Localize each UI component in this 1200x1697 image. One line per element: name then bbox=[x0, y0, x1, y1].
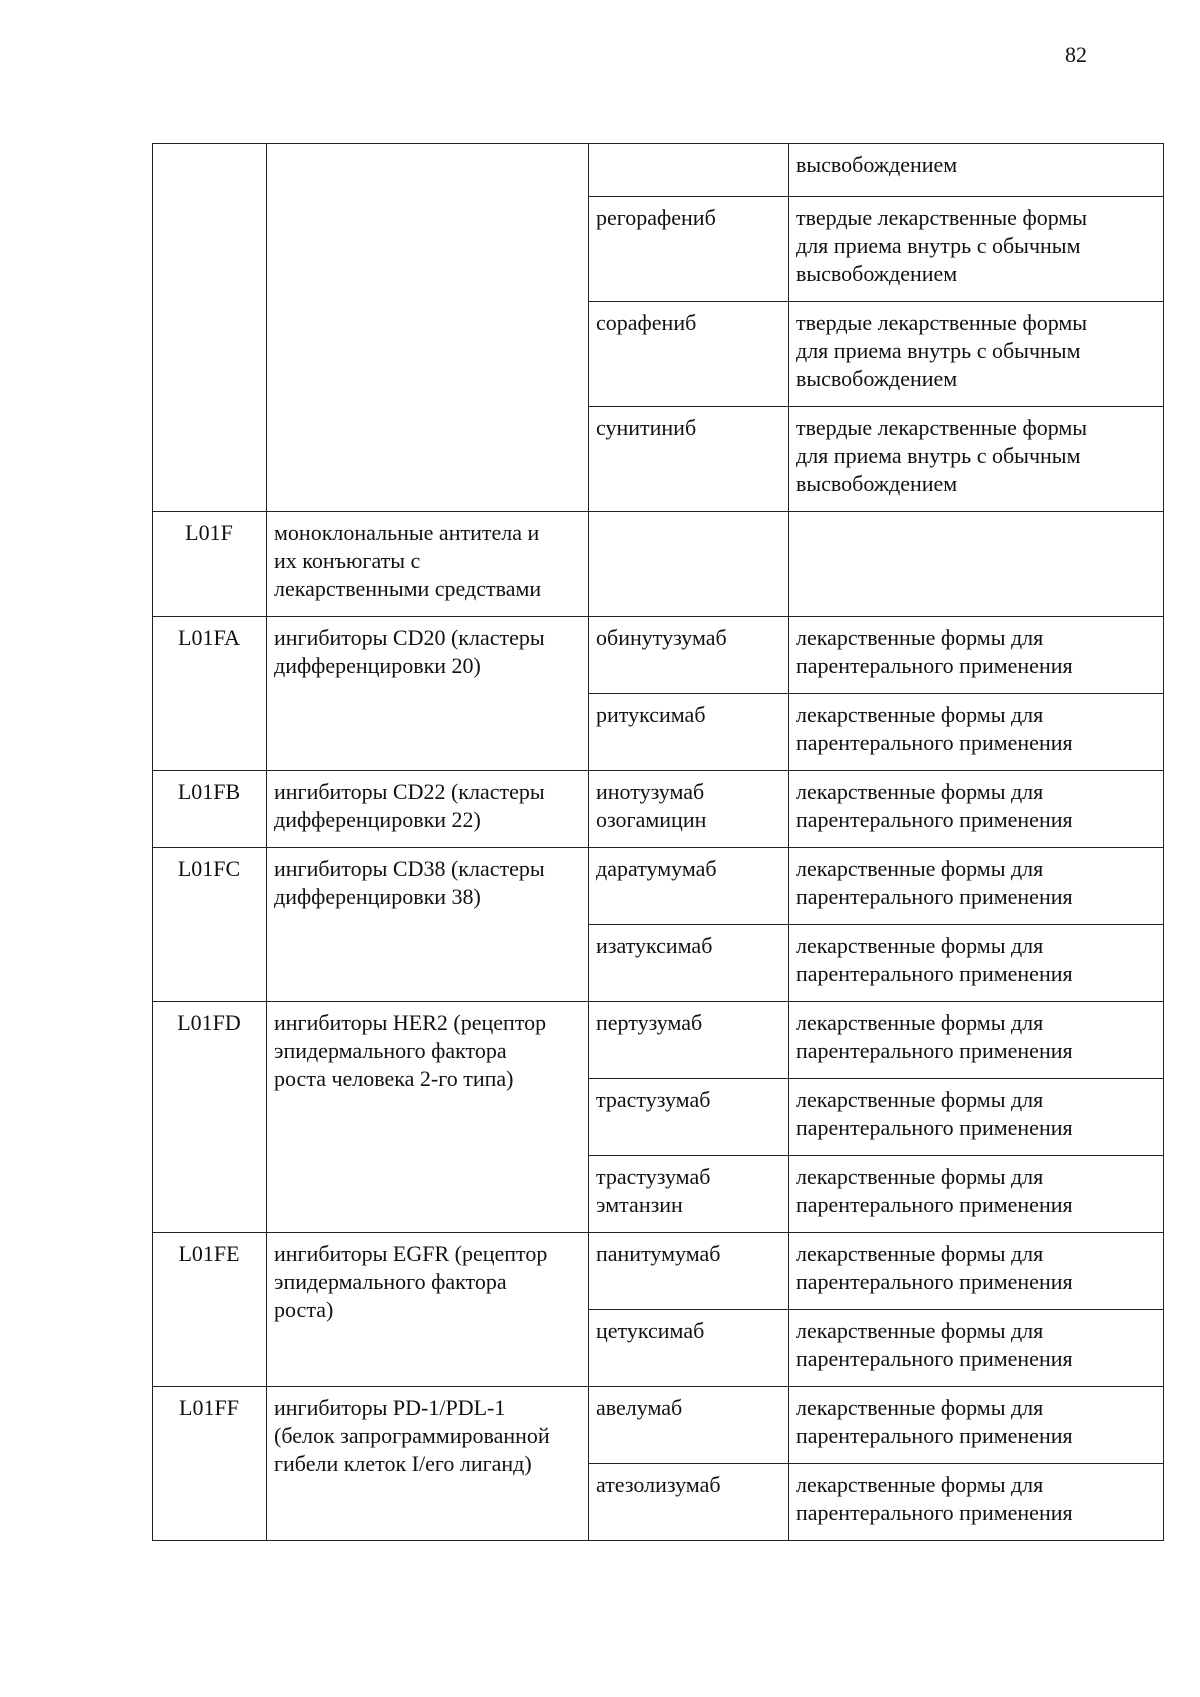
form-cell bbox=[789, 1002, 1164, 1079]
form-line: лекарственные формы для bbox=[796, 933, 1044, 958]
form-line: лекарственные формы для bbox=[796, 856, 1044, 881]
form-cell bbox=[789, 1387, 1164, 1464]
form-line: лекарственные формы для bbox=[796, 625, 1044, 650]
group-line: эпидермального фактора bbox=[274, 1269, 507, 1294]
group-line: ингибиторы CD22 (кластеры bbox=[274, 779, 545, 804]
form-line: парентерального применения bbox=[796, 653, 1073, 678]
drug-cell bbox=[589, 1002, 789, 1079]
drug-cell bbox=[589, 1079, 789, 1156]
drug-name: трастузумаб bbox=[596, 1087, 711, 1112]
form-line: лекарственные формы для bbox=[796, 1241, 1044, 1266]
page-number: 82 bbox=[1065, 42, 1087, 67]
form-line: твердые лекарственные формы bbox=[796, 205, 1088, 230]
group-line: ингибиторы HER2 (рецептор bbox=[274, 1010, 547, 1035]
form-line: парентерального применения bbox=[796, 1269, 1073, 1294]
form-cell bbox=[789, 771, 1164, 848]
form-line: лекарственные формы для bbox=[796, 1087, 1044, 1112]
form-line: высвобождением bbox=[796, 152, 958, 177]
group-cell bbox=[267, 848, 589, 1002]
table-row bbox=[153, 1387, 1164, 1464]
drug-cell bbox=[589, 848, 789, 925]
form-line: для приема внутрь с обычным bbox=[796, 338, 1081, 363]
drug-name: регорафениб bbox=[596, 205, 716, 230]
group-cell bbox=[267, 1233, 589, 1387]
atc-code-cell bbox=[153, 144, 267, 512]
atc-code-cell: L01FA bbox=[153, 617, 267, 771]
group-line: их конъюгаты с bbox=[274, 548, 421, 573]
drug-name: изатуксимаб bbox=[596, 933, 713, 958]
form-line: высвобождением bbox=[796, 261, 958, 286]
form-line: парентерального применения bbox=[796, 1346, 1073, 1371]
drug-cell bbox=[589, 197, 789, 302]
drug-cell bbox=[589, 925, 789, 1002]
group-line: роста человека 2-го типа) bbox=[274, 1066, 514, 1091]
group-line: роста) bbox=[274, 1297, 334, 1322]
drug-name: обинутузумаб bbox=[596, 625, 727, 650]
form-line: парентерального применения bbox=[796, 807, 1073, 832]
form-line: парентерального применения bbox=[796, 1423, 1073, 1448]
drug-cell bbox=[589, 1310, 789, 1387]
table-row bbox=[153, 771, 1164, 848]
form-cell bbox=[789, 302, 1164, 407]
form-cell bbox=[789, 1079, 1164, 1156]
drug-name: авелумаб bbox=[596, 1395, 683, 1420]
form-line: парентерального применения bbox=[796, 1115, 1073, 1140]
form-line: парентерального применения bbox=[796, 961, 1073, 986]
form-line: для приема внутрь с обычным bbox=[796, 443, 1081, 468]
drug-name: трастузумаб bbox=[596, 1164, 711, 1189]
group-cell bbox=[267, 1002, 589, 1233]
group-cell bbox=[267, 512, 589, 617]
group-cell bbox=[267, 771, 589, 848]
form-line: парентерального применения bbox=[796, 1192, 1073, 1217]
atc-code-cell: L01F bbox=[153, 512, 267, 617]
drug-cell bbox=[589, 1156, 789, 1233]
table-row bbox=[153, 1233, 1164, 1310]
form-line: лекарственные формы для bbox=[796, 1318, 1044, 1343]
form-line: для приема внутрь с обычным bbox=[796, 233, 1081, 258]
atc-code-cell: L01FB bbox=[153, 771, 267, 848]
atc-code-cell: L01FC bbox=[153, 848, 267, 1002]
form-cell bbox=[789, 1156, 1164, 1233]
form-line: лекарственные формы для bbox=[796, 779, 1044, 804]
form-line: парентерального применения bbox=[796, 884, 1073, 909]
drug-cell bbox=[589, 302, 789, 407]
drug-name: ритуксимаб bbox=[596, 702, 706, 727]
group-cell bbox=[267, 144, 589, 512]
drug-name: сорафениб bbox=[596, 310, 697, 335]
drug-cell bbox=[589, 1387, 789, 1464]
group-line: ингибиторы CD20 (кластеры bbox=[274, 625, 545, 650]
atc-code-cell: L01FE bbox=[153, 1233, 267, 1387]
form-cell bbox=[789, 144, 1164, 197]
form-line: лекарственные формы для bbox=[796, 1010, 1044, 1035]
form-cell bbox=[789, 1310, 1164, 1387]
drug-cell bbox=[589, 144, 789, 197]
drug-cell bbox=[589, 694, 789, 771]
drug-name: цетуксимаб bbox=[596, 1318, 705, 1343]
form-line: лекарственные формы для bbox=[796, 702, 1044, 727]
table-row bbox=[153, 144, 1164, 197]
drug-name: даратумумаб bbox=[596, 856, 717, 881]
group-line: дифференцировки 20) bbox=[274, 653, 481, 678]
group-line: эпидермального фактора bbox=[274, 1038, 507, 1063]
form-line: высвобождением bbox=[796, 471, 958, 496]
form-cell bbox=[789, 848, 1164, 925]
form-line: лекарственные формы для bbox=[796, 1472, 1044, 1497]
group-cell bbox=[267, 617, 589, 771]
drug-name: сунитиниб bbox=[596, 415, 697, 440]
drug-classification-table bbox=[152, 143, 1164, 1541]
group-line: моноклональные антитела и bbox=[274, 520, 540, 545]
group-line: (белок запрограммированной bbox=[274, 1423, 550, 1448]
form-cell bbox=[789, 197, 1164, 302]
group-line: лекарственными средствами bbox=[274, 576, 542, 601]
drug-name: пертузумаб bbox=[596, 1010, 703, 1035]
drug-name: атезолизумаб bbox=[596, 1472, 721, 1497]
table-row bbox=[153, 512, 1164, 617]
group-line: ингибиторы EGFR (рецептор bbox=[274, 1241, 548, 1266]
form-cell bbox=[789, 694, 1164, 771]
form-cell bbox=[789, 617, 1164, 694]
drug-name: озогамицин bbox=[596, 807, 707, 832]
form-line: лекарственные формы для bbox=[796, 1395, 1044, 1420]
form-line: парентерального применения bbox=[796, 730, 1073, 755]
form-line: твердые лекарственные формы bbox=[796, 310, 1088, 335]
drug-cell bbox=[589, 1464, 789, 1541]
form-line: высвобождением bbox=[796, 366, 958, 391]
group-line: гибели клеток I/его лиганд) bbox=[274, 1451, 532, 1476]
form-line: парентерального применения bbox=[796, 1038, 1073, 1063]
group-line: дифференцировки 22) bbox=[274, 807, 481, 832]
group-line: дифференцировки 38) bbox=[274, 884, 481, 909]
form-cell bbox=[789, 1233, 1164, 1310]
drug-name: инотузумаб bbox=[596, 779, 705, 804]
form-cell bbox=[789, 407, 1164, 512]
table-row bbox=[153, 617, 1164, 694]
drug-cell bbox=[589, 407, 789, 512]
drug-cell bbox=[589, 617, 789, 694]
form-line: парентерального применения bbox=[796, 1500, 1073, 1525]
group-line: ингибиторы PD-1/PDL-1 bbox=[274, 1395, 506, 1420]
atc-code-cell: L01FF bbox=[153, 1387, 267, 1541]
form-cell bbox=[789, 1464, 1164, 1541]
table-row bbox=[153, 848, 1164, 925]
drug-name: панитумумаб bbox=[596, 1241, 721, 1266]
form-line: лекарственные формы для bbox=[796, 1164, 1044, 1189]
atc-code-cell: L01FD bbox=[153, 1002, 267, 1233]
form-line: твердые лекарственные формы bbox=[796, 415, 1088, 440]
form-cell bbox=[789, 512, 1164, 617]
group-line: ингибиторы CD38 (кластеры bbox=[274, 856, 545, 881]
drug-name: эмтанзин bbox=[596, 1192, 683, 1217]
table-row bbox=[153, 1002, 1164, 1079]
drug-cell bbox=[589, 512, 789, 617]
form-cell bbox=[789, 925, 1164, 1002]
drug-cell bbox=[589, 771, 789, 848]
group-cell bbox=[267, 1387, 589, 1541]
drug-cell bbox=[589, 1233, 789, 1310]
